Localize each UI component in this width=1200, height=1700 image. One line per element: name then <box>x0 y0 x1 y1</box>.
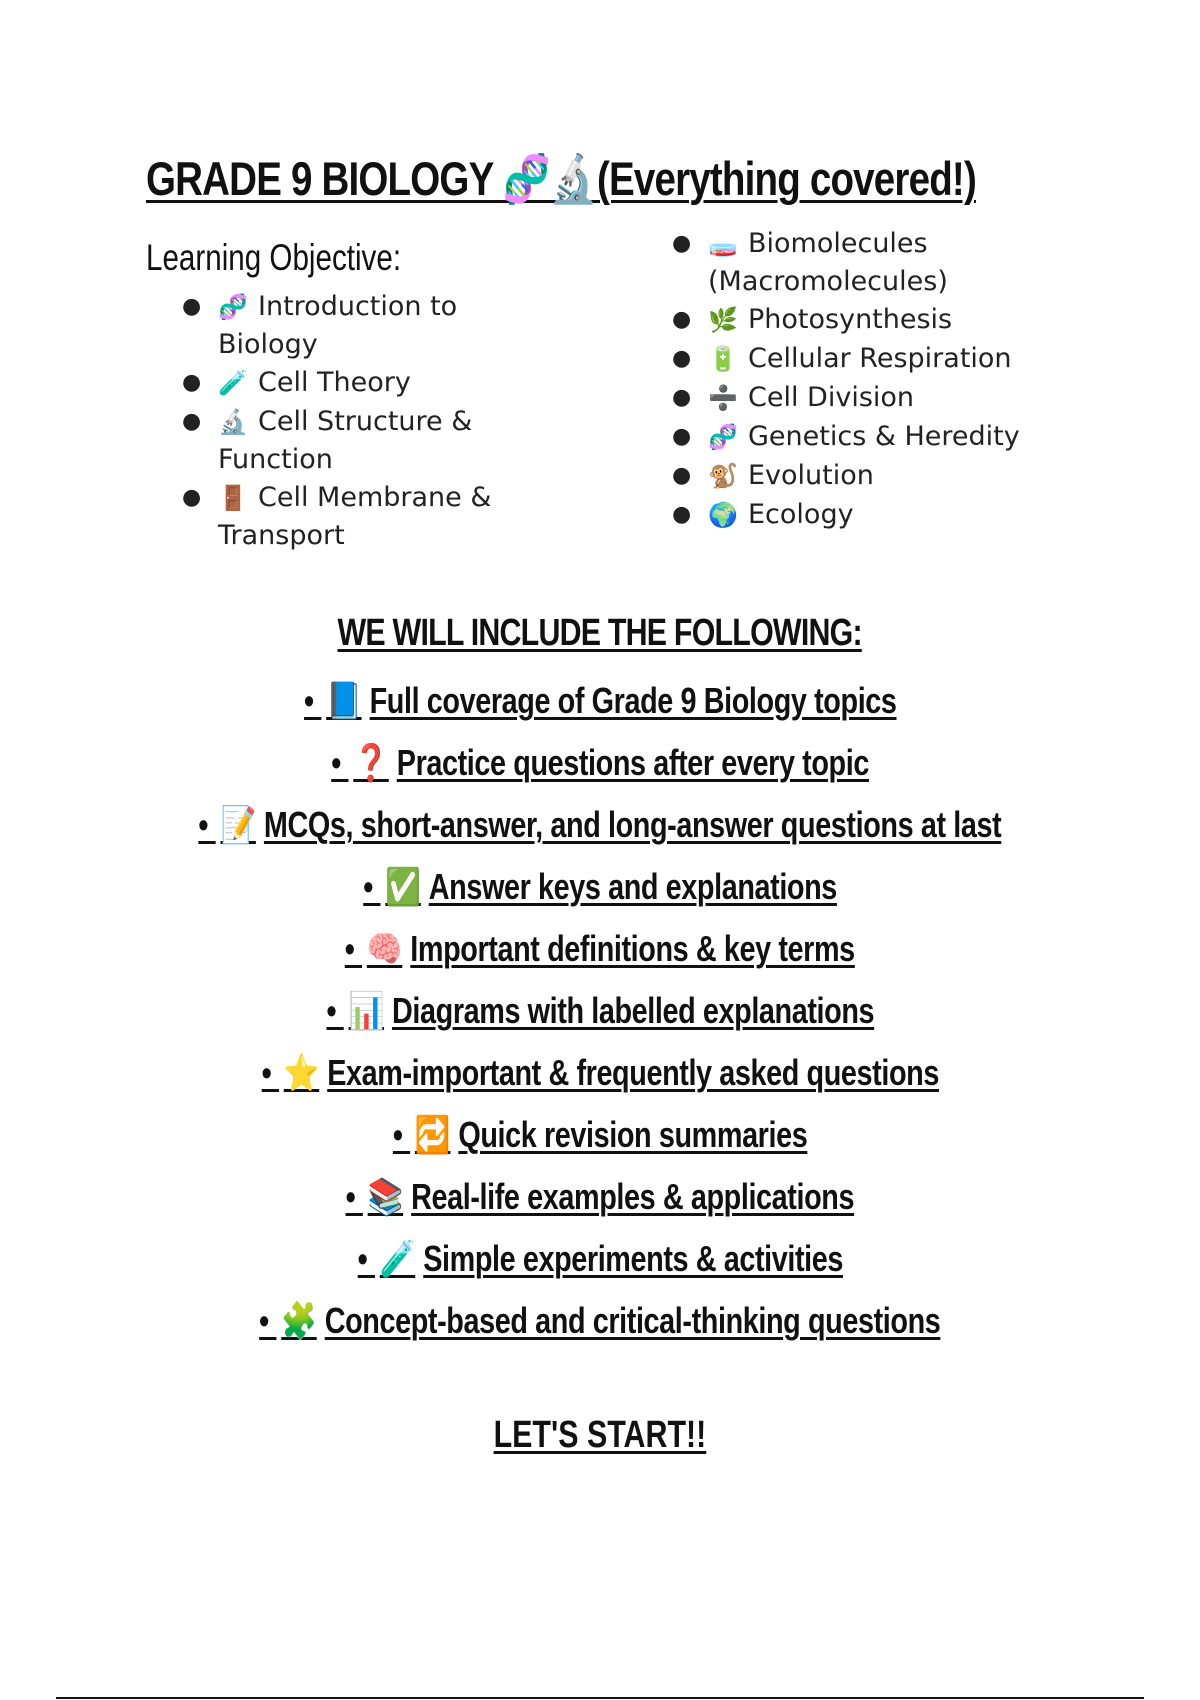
bullet-icon: ● <box>672 231 692 256</box>
include-text: MCQs, short-answer, and long-answer questions at last <box>264 804 1002 845</box>
list-item: • 📘 Full coverage of Grade 9 Biology topics <box>303 680 897 721</box>
objective-text: Cell Structure & Function <box>218 406 473 475</box>
list-item: • ❓ Practice questions after every topic <box>331 742 869 783</box>
list-item: • 📝 MCQs, short-answer, and long-answer questions at last <box>198 804 1002 845</box>
list-item: • ✅ Answer keys and explanations <box>363 866 837 907</box>
objective-text: Introduction to Biology <box>218 291 458 360</box>
battery-icon: 🔋 <box>708 345 738 373</box>
include-text: Quick revision summaries <box>458 1114 808 1155</box>
list-item <box>672 225 1072 300</box>
list-item: • ⭐ Exam-important & frequently asked questions <box>261 1052 939 1093</box>
learning-objective-heading: Learning Objective: <box>146 237 402 278</box>
list-item <box>672 496 1072 534</box>
include-text: Full coverage of Grade 9 Biology topics <box>369 680 897 721</box>
star-icon: ⭐ <box>283 1052 319 1093</box>
includes-section <box>0 608 1200 1352</box>
objective-text: Cell Membrane & Transport <box>218 482 492 551</box>
petri-dish-icon: 🧫 <box>708 230 738 258</box>
list-item <box>672 457 1072 495</box>
bullet-icon: ● <box>672 424 692 449</box>
bullet-icon: ● <box>672 502 692 527</box>
objective-text: Evolution <box>748 460 874 491</box>
puzzle-piece-icon: 🧩 <box>281 1300 317 1341</box>
list-item: • 🧩 Concept-based and critical-thinking questions <box>259 1300 941 1341</box>
include-text: Real-life examples & applications <box>411 1176 855 1217</box>
list-item: • 🧪 Simple experiments & activities <box>357 1238 843 1279</box>
page-title: GRADE 9 BIOLOGY 🧬🔬(Everything covered!) <box>146 152 976 205</box>
list-item <box>672 301 1072 339</box>
include-text: Important definitions & key terms <box>410 928 856 969</box>
herb-icon: 🌿 <box>708 306 738 334</box>
door-icon: 🚪 <box>218 484 248 512</box>
globe-icon: 🌍 <box>708 501 738 529</box>
objective-text: Cell Theory <box>258 367 411 398</box>
test-tube-icon: 🧪 <box>218 369 248 397</box>
test-tube-icon: 🧪 <box>379 1238 415 1279</box>
list-item: • 📚 Real-life examples & applications <box>345 1176 855 1217</box>
objectives-list-right <box>672 225 1072 535</box>
objective-text: Genetics & Heredity <box>748 421 1020 452</box>
list-item <box>182 479 522 554</box>
bar-chart-icon: 📊 <box>348 990 384 1031</box>
blue-book-icon: 📘 <box>325 680 362 721</box>
include-text: Answer keys and explanations <box>428 866 837 907</box>
books-icon: 📚 <box>367 1176 404 1217</box>
bullet-icon: ● <box>672 385 692 410</box>
bullet-icon: ● <box>182 370 202 395</box>
lets-start-text: LET'S START!! <box>493 1414 707 1456</box>
dna-icon: 🧬 <box>218 293 248 321</box>
monkey-icon: 🐒 <box>708 462 738 490</box>
objective-text: Cellular Respiration <box>748 343 1012 374</box>
bullet-icon: ● <box>672 346 692 371</box>
objective-text: Photosynthesis <box>748 304 953 335</box>
include-text: Diagrams with labelled explanations <box>391 990 874 1031</box>
memo-icon: 📝 <box>220 804 257 845</box>
objective-text: Cell Division <box>748 382 915 413</box>
list-item <box>672 340 1072 378</box>
include-text: Exam-important & frequently asked questions <box>326 1052 939 1093</box>
list-item <box>672 418 1072 456</box>
bullet-icon: ● <box>672 307 692 332</box>
includes-list <box>0 670 1200 1352</box>
check-mark-icon: ✅ <box>385 866 421 907</box>
bullet-icon: ● <box>182 485 202 510</box>
list-item: • 📊 Diagrams with labelled explanations <box>326 990 874 1031</box>
include-text: Concept-based and critical-thinking questions <box>324 1300 941 1341</box>
brain-icon: 🧠 <box>367 928 403 969</box>
microscope-icon: 🔬 <box>218 408 248 436</box>
objective-text: Biomolecules (Macromolecules) <box>708 228 948 297</box>
divide-icon: ➗ <box>708 384 738 412</box>
include-text: Practice questions after every topic <box>396 742 869 783</box>
list-item: • 🧠 Important definitions & key terms <box>344 928 856 969</box>
bullet-icon: ● <box>182 409 202 434</box>
list-item <box>672 379 1072 417</box>
repeat-icon: 🔁 <box>414 1114 451 1155</box>
question-mark-icon: ❓ <box>353 742 389 783</box>
include-text: Simple experiments & activities <box>422 1238 843 1279</box>
bullet-icon: ● <box>672 463 692 488</box>
list-item <box>182 288 522 363</box>
closing-section <box>0 1410 1200 1460</box>
objectives-list-left <box>182 288 522 555</box>
list-item <box>182 364 522 402</box>
dna-icon: 🧬 <box>708 423 738 451</box>
bullet-icon: ● <box>182 294 202 319</box>
page-divider <box>56 1697 1144 1699</box>
list-item: • 🔁 Quick revision summaries <box>392 1114 808 1155</box>
objective-text: Ecology <box>748 499 854 530</box>
list-item <box>182 403 522 478</box>
includes-heading: WE WILL INCLUDE THE FOLLOWING: <box>337 612 863 654</box>
